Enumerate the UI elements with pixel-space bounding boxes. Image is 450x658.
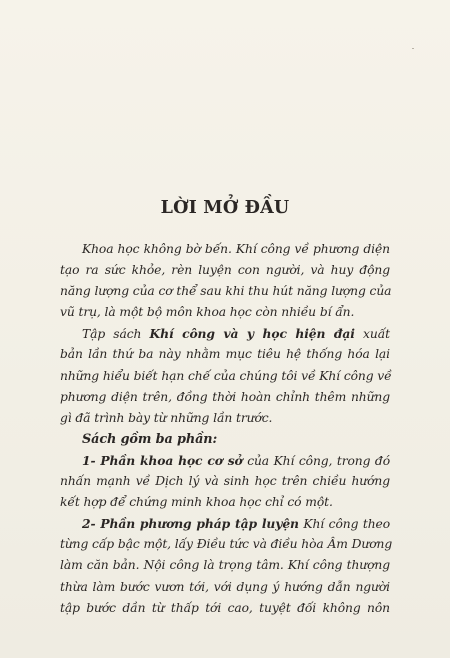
text-line [60, 281, 390, 302]
text-line [60, 260, 390, 281]
text-run: tập bước dần từ thấp tới cao, tuyệt đối không nôn [60, 600, 390, 615]
text-run: tạo ra sức khỏe, rèn luyện con người, và huy động [60, 263, 390, 278]
text-line [60, 492, 390, 513]
text-run: phương diện trên, đồng thời hoàn chỉnh thêm những [60, 389, 390, 404]
text-run: Tập sách [82, 327, 150, 342]
text-line [60, 598, 390, 619]
paper-speck [412, 48, 414, 49]
text-run: của Khí công, trong đó [242, 453, 390, 468]
text-run: Khoa học không bờ bến. Khí công về phương diện [82, 242, 390, 256]
text-run: gì đã trình bày từ những lần trước. [60, 410, 273, 425]
bold-text: 2- Phần phương pháp tập luyện [82, 516, 299, 532]
page-title: LỜI MỞ ĐẦU [160, 198, 290, 218]
text-line [60, 387, 390, 408]
text-line [60, 239, 390, 260]
bold-text: Khí công và y học hiện đại [149, 326, 355, 342]
text-run: thừa làm bước vươn tới, với dụng ý hướng dẫn người [60, 579, 390, 594]
text-line [60, 366, 390, 387]
text-line [60, 471, 390, 492]
bold-text: Sách gồm ba phần: [82, 431, 218, 447]
text-run: làm căn bản. Nội công là trọng tâm. Khí công thượng [60, 558, 390, 573]
text-line [60, 513, 390, 534]
bold-text: 1- Phần khoa học cơ sở [82, 452, 243, 468]
text-line [60, 302, 390, 323]
text-line [60, 577, 390, 598]
text-line [60, 555, 390, 576]
text-line [60, 344, 390, 365]
text-run: những hiểu biết hạn chế của chúng tôi về Khí công về [60, 368, 392, 383]
text-line [60, 429, 390, 450]
text-run: Khí công theo [298, 517, 390, 532]
text-line [60, 450, 390, 471]
preface-text [60, 239, 393, 619]
text-run: kết hợp để chứng minh khoa học chỉ có một. [60, 495, 333, 510]
text-run: bản lần thứ ba này nhằm mục tiêu hệ thống hóa lại [60, 347, 390, 362]
text-run: xuất [354, 327, 390, 342]
text-run: nhấn mạnh về Dịch lý và sinh học trên chiều hướng [60, 474, 390, 489]
text-run: từng cấp bậc một, lấy Điều tức và điều hòa Âm Dương [60, 537, 393, 552]
text-line [60, 408, 390, 429]
text-run: năng lượng của cơ thể sau khi thu hút năng lượng của [60, 284, 392, 299]
text-run: vũ trụ, là một bộ môn khoa học còn nhiều bí ẩn. [60, 305, 355, 320]
text-line [60, 323, 390, 344]
text-line [60, 534, 393, 555]
